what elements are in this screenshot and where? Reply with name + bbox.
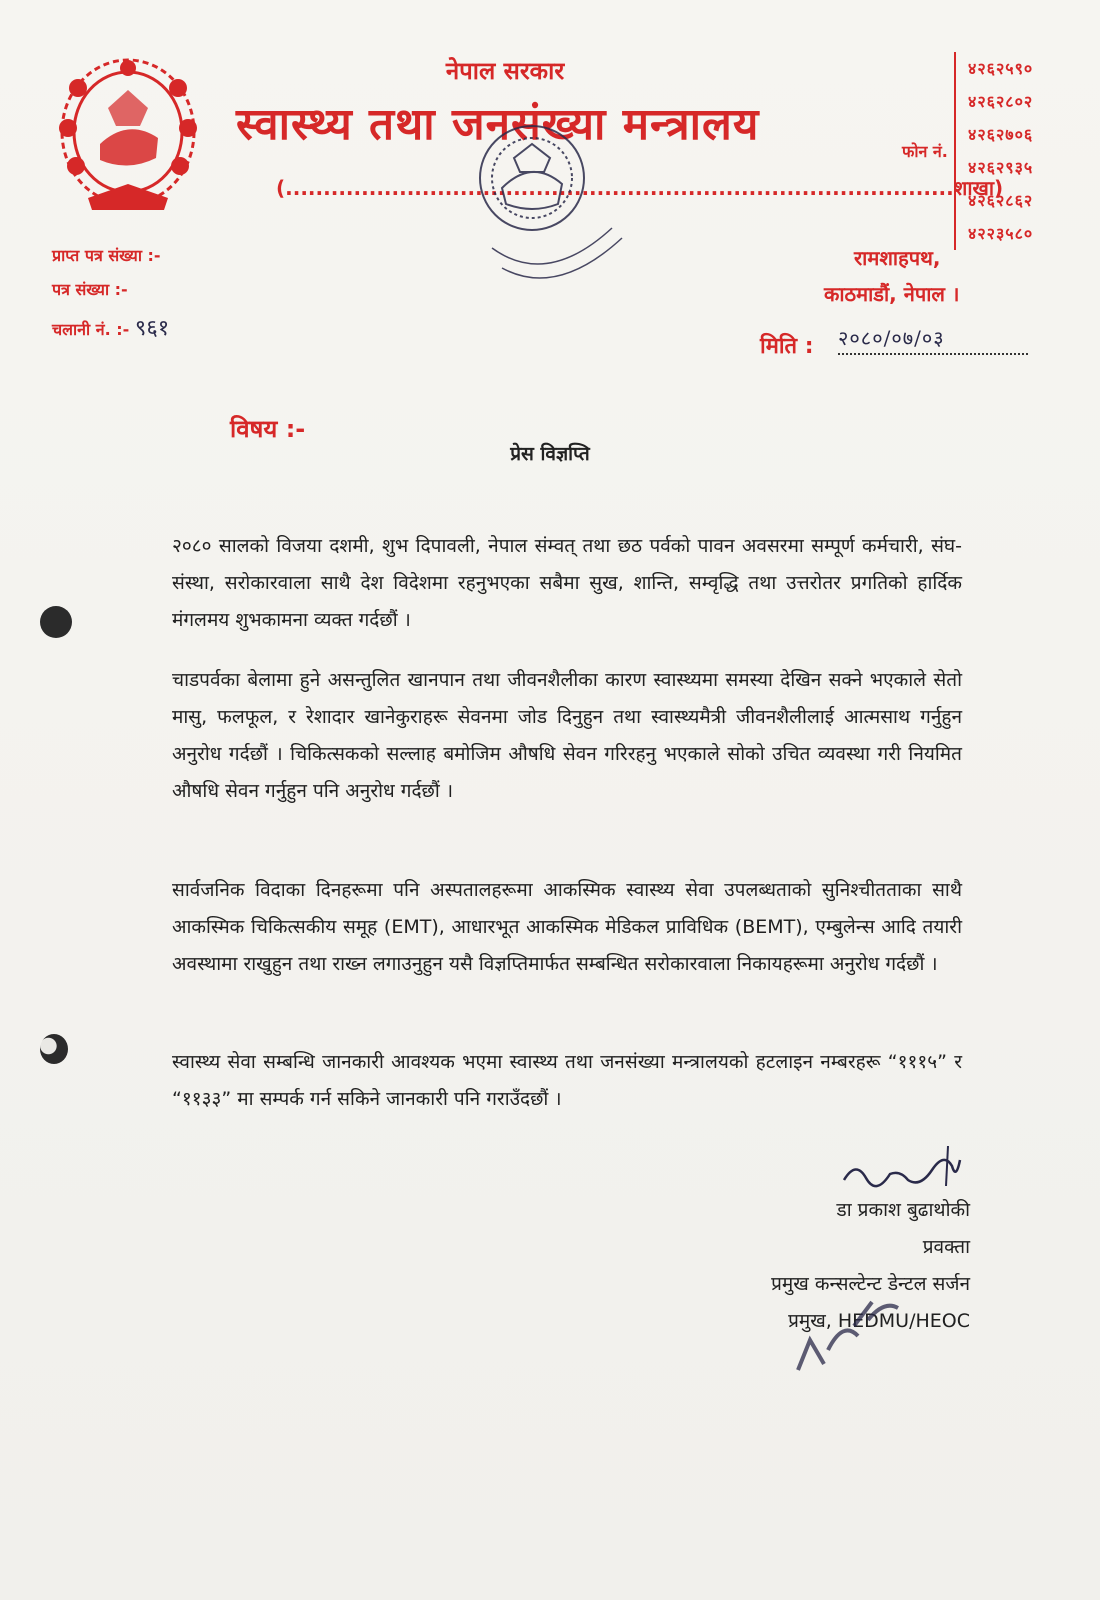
branch-line: (........................................................................................शाखा): [276, 176, 1004, 200]
signatory-unit: प्रमुख, HEDMU/HEOC: [788, 1310, 970, 1332]
phone-number: ४२२३५८०: [968, 224, 1034, 243]
spokesperson-stamp-icon: [788, 1280, 908, 1380]
phone-number: ४२६२८६२: [968, 191, 1034, 210]
punch-hole: [40, 606, 72, 638]
government-heading: नेपाल सरकार: [445, 57, 565, 85]
date-label: मिति :: [760, 334, 814, 359]
phone-number: ४२६२८०२: [968, 92, 1034, 111]
address-street: रामशाहपथ,: [854, 246, 941, 270]
letter-no: [52, 278, 128, 300]
signatory-position: प्रमुख कन्सल्टेन्ट डेन्टल सर्जन: [771, 1273, 970, 1295]
paragraph-hotline: स्वास्थ्य सेवा सम्बन्धि जानकारी आवश्यक भएमा स्वास्थ्य तथा जनसंख्या मन्त्रालयको हटलाइन नम्बरहरू “१११५” र “११३३” मा सम्पर्क गर्न सकिने जानकारी पनि गराउँदछौं ।: [172, 1051, 962, 1110]
press-release-title: प्रेस विज्ञप्ति: [510, 443, 590, 465]
phone-list: [954, 52, 1068, 250]
dispatch-no-value: ९६१: [134, 316, 170, 341]
signatory-role: प्रवक्ता: [922, 1236, 970, 1258]
date-value: २०८०/०७/०३: [838, 324, 1028, 355]
date-field: [760, 326, 1040, 360]
received-letter-no: [52, 244, 161, 266]
dispatch-no-label: चलानी नं. :-: [52, 320, 130, 339]
handwritten-signature-icon: [836, 1140, 966, 1200]
subject-label: विषय :-: [230, 415, 306, 443]
received-letter-no-label: प्राप्त पत्र संख्या :-: [52, 246, 161, 265]
paragraph-emergency-services: सार्वजनिक विदाका दिनहरूमा पनि अस्पतालहरूमा आकस्मिक स्वास्थ्य सेवा उपलब्धताको सुनिश्चीतताका साथै आकस्मिक चिकित्सकीय समूह (EMT), आधारभूत आकस्मिक मेडिकल प्राविधिक (BEMT), एम्बुलेन्स आदि तयारी अवस्थामा राखुहुन तथा राख्न लगाउनुहुन यसै विज्ञप्तिमार्फत सम्बन्धित सरोकारवाला निकायहरूमा अनुरोध गर्दछौं ।: [172, 879, 962, 975]
signatory-name: डा प्रकाश बुढाथोकी: [836, 1199, 970, 1221]
ministry-stamp-icon: [462, 118, 632, 298]
phone-number: ४२६२९३५: [968, 158, 1034, 177]
paragraph-greetings: २०८० सालको विजया दशमी, शुभ दिपावली, नेपाल संम्वत् तथा छठ पर्वको पावन अवसरमा सम्पूर्ण कर्मचारी, संघ-संस्था, सरोकारवाला साथै देश विदेशमा रहनुभएका सबैमा सुख, शान्ति, सम्वृद्धि तथा उत्तरोतर प्रगतिको हार्दिक मंगलमय शुभकामना व्यक्त गर्दछौं ।: [172, 535, 962, 631]
dispatch-no: [52, 312, 169, 342]
paragraph-health-advice: चाडपर्वका बेलामा हुने असन्तुलित खानपान तथा जीवनशैलीका कारण स्वास्थ्यमा समस्या देखिन सक्ने भएकाले सेतो मासु, फलफूल, र रेशादार खानेकुराहरू सेवनमा जोड दिनुहुन तथा स्वास्थ्यमैत्री जीवनशैलीलाई आत्मसाथ गर्नुहुन अनुरोध गर्दछौं । चिकित्सकको सल्लाह बमोजिम औषधि सेवन गरिरहनु भएकाले सोको उचित व्यवस्था गरी नियमित औषधि सेवन गर्नुहुन पनि अनुरोध गर्दछौं ।: [172, 669, 962, 802]
nepal-emblem-icon: [48, 48, 208, 218]
letter-no-label: पत्र संख्या :-: [52, 280, 128, 299]
phone-label: फोन नं.: [902, 142, 948, 161]
phone-number: ४२६२७०६: [968, 125, 1034, 144]
punch-hole: [40, 1034, 68, 1064]
address-city: काठमाडौं, नेपाल ।: [824, 282, 960, 306]
ministry-heading: स्वास्थ्य तथा जनसंख्या मन्त्रालय: [236, 99, 760, 150]
phone-number: ४२६२५९०: [968, 59, 1034, 78]
